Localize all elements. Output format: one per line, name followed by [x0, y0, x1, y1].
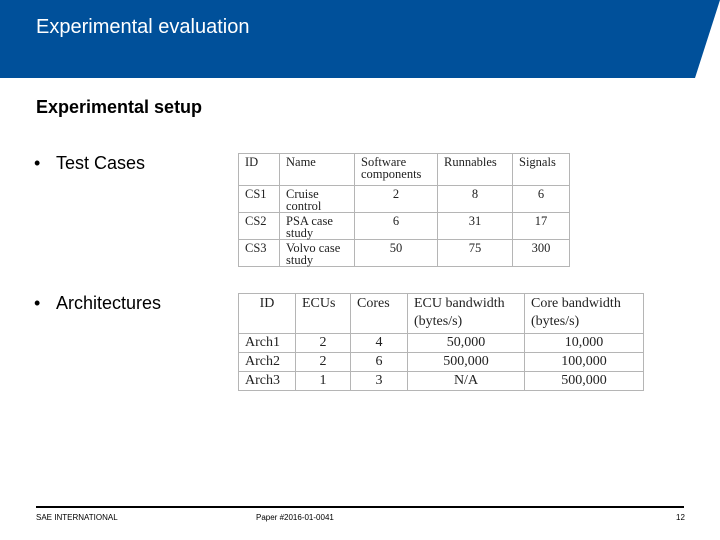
bullet-dot: •: [34, 153, 41, 173]
header-cell: Core bandwidth (bytes/s): [525, 294, 644, 334]
table-cell: Arch3: [239, 372, 296, 391]
table-cell: PSA case study: [280, 213, 355, 240]
header-cell: Runnables: [438, 154, 513, 186]
footer-paper-number: Paper #2016-01-0041: [256, 513, 334, 522]
bullet-label: Architectures: [56, 293, 162, 313]
header-cell: ECUs: [296, 294, 351, 334]
bullet-test-cases: [34, 153, 145, 174]
table-header-row: [239, 154, 570, 186]
table-cell: 500,000: [408, 353, 525, 372]
table-row: [239, 240, 570, 267]
table-row: [239, 334, 644, 353]
footer-page-number: 12: [676, 513, 685, 522]
table-row: [239, 213, 570, 240]
architectures-table: [238, 293, 644, 391]
table-cell: Arch2: [239, 353, 296, 372]
table-cell: CS2: [239, 213, 280, 240]
table-cell: 10,000: [525, 334, 644, 353]
footer-divider: [36, 506, 684, 508]
header-band: [0, 0, 720, 78]
table-cell: 500,000: [525, 372, 644, 391]
table-cell: 6: [513, 186, 570, 213]
table-cell: 50,000: [408, 334, 525, 353]
table-cell: 2: [296, 334, 351, 353]
table-cell: 100,000: [525, 353, 644, 372]
slide-title: Experimental evaluation: [36, 16, 250, 38]
table-cell: N/A: [408, 372, 525, 391]
table-cell: 2: [296, 353, 351, 372]
header-cell: Name: [280, 154, 355, 186]
table-row: [239, 353, 644, 372]
header-cell: Cores: [351, 294, 408, 334]
table-cell: 6: [355, 213, 438, 240]
table-cell: CS3: [239, 240, 280, 267]
table-cell: 1: [296, 372, 351, 391]
table-header-row: [239, 294, 644, 334]
header-cell: ID: [239, 294, 296, 334]
table-cell: 6: [351, 353, 408, 372]
header-cell: Signals: [513, 154, 570, 186]
section-title: Experimental setup: [36, 97, 203, 117]
table-cell: 17: [513, 213, 570, 240]
table-cell: 31: [438, 213, 513, 240]
table-cell: 3: [351, 372, 408, 391]
table-cell: 8: [438, 186, 513, 213]
table-cell: 75: [438, 240, 513, 267]
table-row: [239, 186, 570, 213]
table-cell: Cruise control: [280, 186, 355, 213]
table-row: [239, 372, 644, 391]
test-cases-table: [238, 153, 570, 267]
header-cell: Software components: [355, 154, 438, 186]
table-cell: Arch1: [239, 334, 296, 353]
table-cell: 2: [355, 186, 438, 213]
bullet-dot: •: [34, 293, 41, 313]
table-cell: 4: [351, 334, 408, 353]
header-cell: ID: [239, 154, 280, 186]
footer-organization: SAE INTERNATIONAL: [36, 513, 118, 522]
table-cell: 300: [513, 240, 570, 267]
table-cell: 50: [355, 240, 438, 267]
bullet-architectures: [34, 293, 161, 314]
table-cell: CS1: [239, 186, 280, 213]
header-cell: ECU bandwidth (bytes/s): [408, 294, 525, 334]
bullet-label: Test Cases: [56, 153, 146, 173]
table-cell: Volvo case study: [280, 240, 355, 267]
